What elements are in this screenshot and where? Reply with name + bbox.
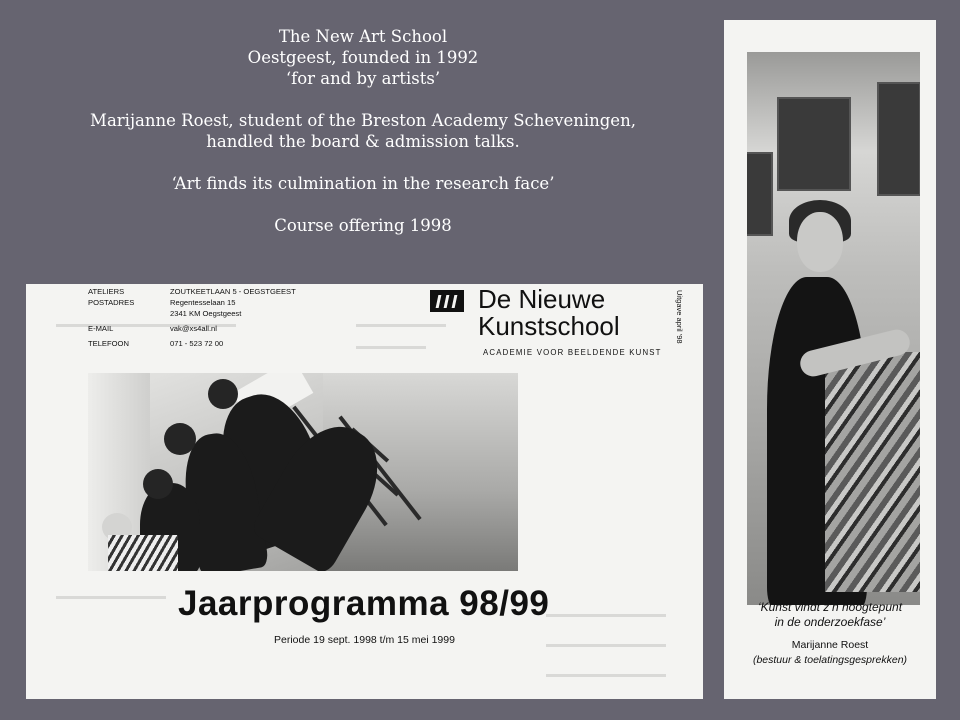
address-key: POSTADRES: [88, 298, 135, 307]
caption-motto: ‘for and by artists’: [285, 69, 441, 88]
logo-mark-icon: [430, 290, 464, 312]
address-value: 071 - 523 72 00: [170, 339, 224, 348]
address-key: ATELIERS: [88, 287, 125, 296]
bleed-through: [546, 644, 666, 647]
address-key: TELEFOON: [88, 339, 129, 348]
quote-line2: in de onderzoekfase’: [774, 615, 886, 629]
address-key: E-MAIL: [88, 324, 114, 333]
logo-subtitle: ACADEMIE VOOR BEELDENDE KUNST: [483, 348, 662, 357]
caption-quote: ‘Art finds its culmination in the research face’: [171, 174, 555, 193]
address-row: [88, 297, 296, 316]
address-row: [88, 323, 296, 334]
caption-course-offering: Course offering 1998: [274, 216, 452, 235]
bleed-through: [356, 346, 426, 349]
portrait-photo: [747, 52, 920, 605]
caption-roest-line1: Marijanne Roest, student of the Breston Academy Scheveningen,: [90, 111, 636, 130]
issue-label: Uitgave april '98: [675, 290, 684, 344]
address-value: vak@xs4all.nl: [170, 324, 217, 333]
address-value: ZOUTKEETLAAN 5 - OEGSTGEEST: [170, 287, 296, 296]
logo-name: [478, 286, 698, 340]
address-row: [88, 286, 296, 297]
bleed-through: [546, 674, 666, 677]
quote-line1: ‘Kunst vindt z’n hoogtepunt: [757, 600, 903, 614]
brochure-clipping: [26, 284, 703, 699]
portrait-clipping: [724, 20, 936, 699]
program-period: Periode 19 sept. 1998 t/m 15 mei 1999: [274, 634, 455, 646]
address-value: Regentesselaan 15: [170, 298, 236, 307]
caption-spacer: [20, 194, 706, 215]
address-block: [88, 286, 296, 349]
caption-spacer: [20, 152, 706, 173]
slide-caption: [20, 26, 706, 236]
portrait-signature: [728, 638, 932, 668]
bleed-through: [356, 324, 446, 327]
address-value-line2: 2341 KM Oegstgeest: [170, 309, 242, 318]
caption-roest-line2: handled the board & admission talks.: [206, 132, 520, 151]
bleed-through: [546, 614, 666, 617]
logo-line1: De Nieuwe: [478, 284, 606, 314]
classroom-photo: [88, 373, 518, 571]
caption-founded: Oestgeest, founded in 1992: [247, 48, 479, 67]
caption-spacer: [20, 89, 706, 110]
address-row: [88, 338, 296, 349]
portrait-quote: [728, 600, 932, 630]
bleed-through: [56, 596, 166, 599]
program-title: Jaarprogramma 98/99: [178, 584, 550, 623]
person-name: Marijanne Roest: [791, 639, 869, 651]
person-role: (bestuur & toelatingsgesprekken): [752, 654, 908, 666]
logo-line2: Kunstschool: [478, 311, 620, 341]
caption-school-name: The New Art School: [278, 27, 448, 46]
